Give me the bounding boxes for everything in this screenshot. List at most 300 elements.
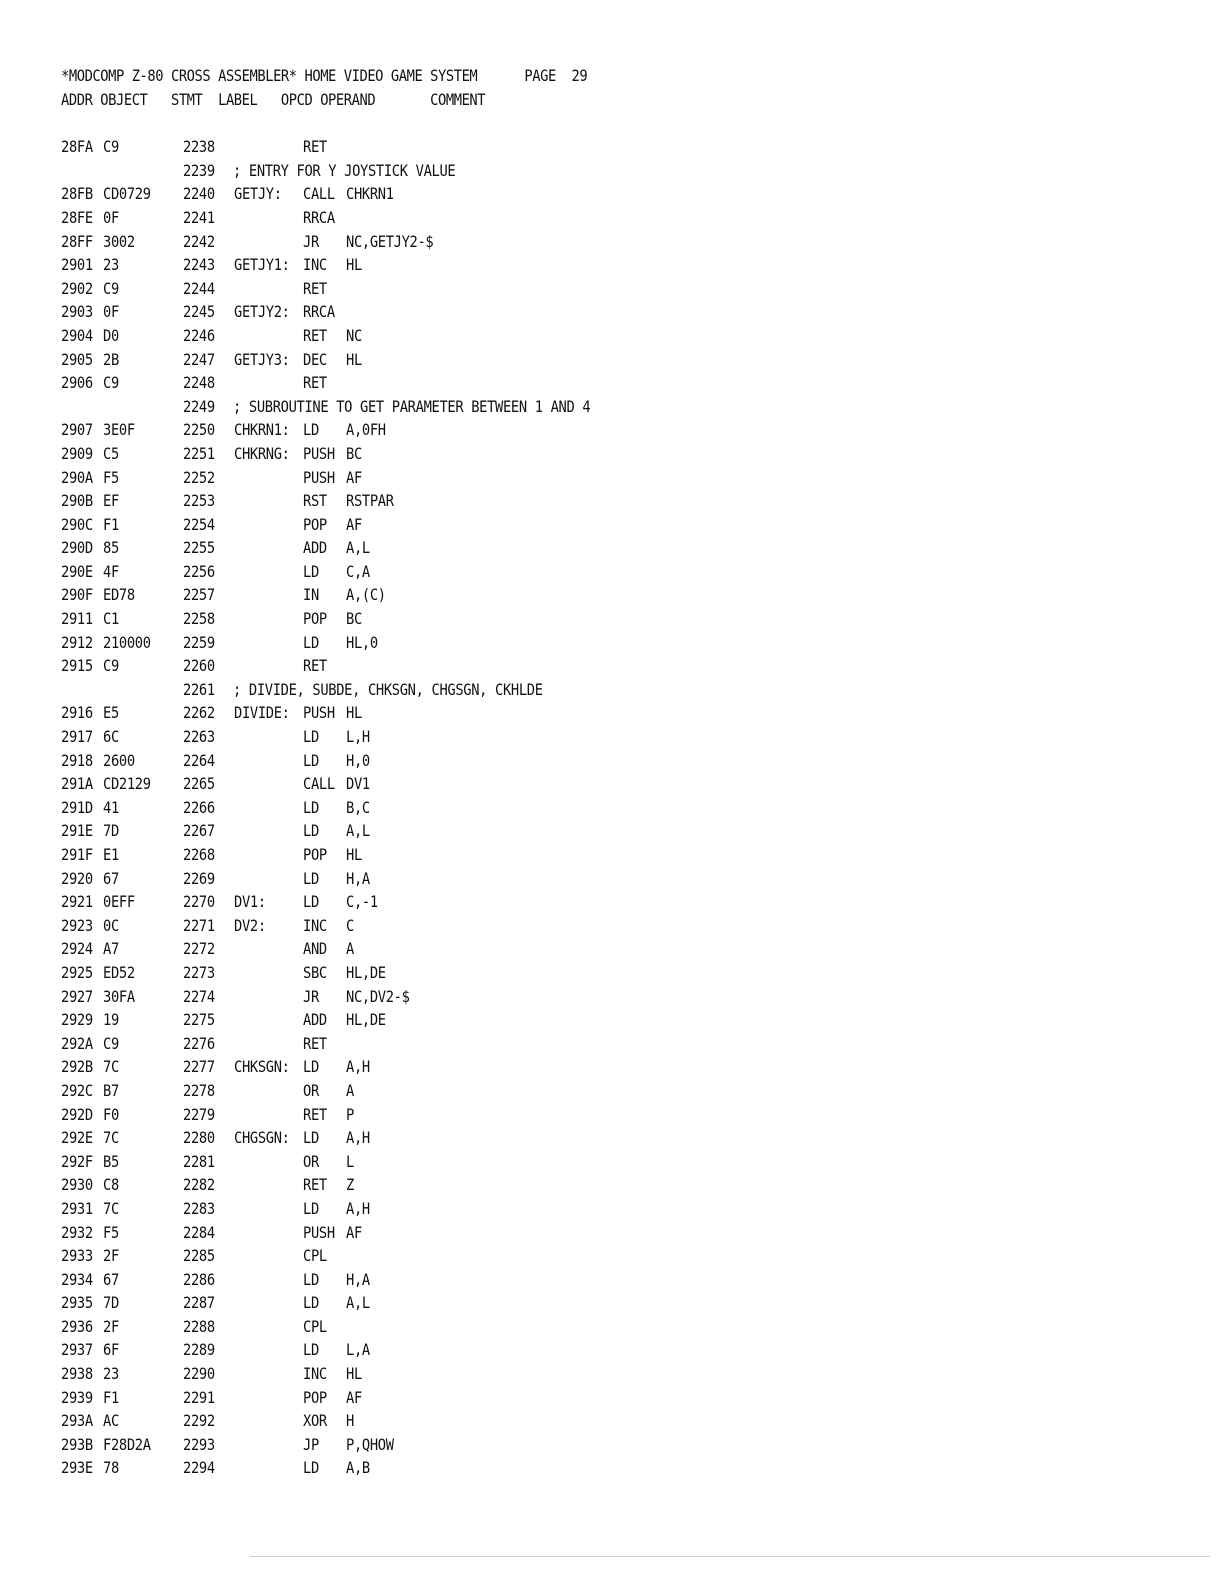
operand-cell: HL,0 [346, 632, 378, 652]
object-code-cell: ED78 [103, 585, 135, 605]
listing-row [61, 418, 1161, 442]
statement-number-cell: 2257 [183, 585, 215, 605]
object-code-cell: 3E0F [103, 420, 135, 440]
address-cell: 292C [61, 1080, 93, 1100]
address-cell: 2936 [61, 1316, 93, 1336]
statement-number-cell: 2246 [183, 325, 215, 345]
operand-cell: A,L [346, 821, 370, 841]
listing-row [61, 442, 1161, 466]
object-code-cell: 85 [103, 538, 119, 558]
operand-cell: DV1 [346, 774, 370, 794]
comment-cell: ; DIVIDE, SUBDE, CHKSGN, CHGSGN, CKHLDE [233, 679, 543, 699]
object-code-cell: F1 [103, 514, 119, 534]
object-code-cell: 0F [103, 302, 119, 322]
opcode-cell: LD [303, 1269, 319, 1289]
object-code-cell: D0 [103, 325, 119, 345]
address-cell: 2917 [61, 727, 93, 747]
address-cell: 2904 [61, 325, 93, 345]
opcode-cell: IN [303, 585, 319, 605]
statement-number-cell: 2275 [183, 1010, 215, 1030]
object-code-cell: 7D [103, 821, 119, 841]
opcode-cell: PUSH [303, 1222, 335, 1242]
listing-row [61, 560, 1161, 584]
statement-number-cell: 2249 [183, 396, 215, 416]
operand-cell: AF [346, 514, 362, 534]
opcode-cell: LD [303, 1198, 319, 1218]
address-cell: 2935 [61, 1293, 93, 1313]
opcode-cell: LD [303, 632, 319, 652]
operand-cell: H,A [346, 868, 370, 888]
label-cell: CHGSGN: [234, 1128, 290, 1148]
address-cell: 293B [61, 1434, 93, 1454]
statement-number-cell: 2266 [183, 797, 215, 817]
listing-row [61, 654, 1161, 678]
address-cell: 2934 [61, 1269, 93, 1289]
statement-number-cell: 2264 [183, 750, 215, 770]
opcode-cell: LD [303, 750, 319, 770]
label-cell: DIVIDE: [234, 703, 290, 723]
object-code-cell: C5 [103, 443, 119, 463]
listing-row [61, 867, 1161, 891]
operand-cell: HL,DE [346, 962, 386, 982]
opcode-cell: LD [303, 892, 319, 912]
label-cell: CHKSGN: [234, 1057, 290, 1077]
column-headers: ADDR OBJECT STMT LABEL OPCD OPERAND COMMENT [61, 89, 486, 109]
listing-row [61, 1433, 1161, 1457]
statement-number-cell: 2292 [183, 1411, 215, 1431]
object-code-cell: 7C [103, 1198, 119, 1218]
object-code-cell: 2F [103, 1246, 119, 1266]
label-cell: GETJY1: [234, 255, 290, 275]
listing-row [61, 1032, 1161, 1056]
address-cell: 2924 [61, 939, 93, 959]
statement-number-cell: 2270 [183, 892, 215, 912]
statement-number-cell: 2259 [183, 632, 215, 652]
object-code-cell: 2B [103, 349, 119, 369]
opcode-cell: DEC [303, 349, 327, 369]
statement-number-cell: 2253 [183, 491, 215, 511]
operand-cell: H [346, 1411, 354, 1431]
opcode-cell: JR [303, 231, 319, 251]
listing-row [61, 678, 1161, 702]
address-cell: 291A [61, 774, 93, 794]
statement-number-cell: 2269 [183, 868, 215, 888]
listing-rows [61, 135, 1161, 1480]
statement-number-cell: 2260 [183, 656, 215, 676]
object-code-cell: EF [103, 491, 119, 511]
statement-number-cell: 2271 [183, 915, 215, 935]
opcode-cell: LD [303, 420, 319, 440]
label-cell: DV2: [234, 915, 266, 935]
operand-cell: HL [346, 255, 362, 275]
statement-number-cell: 2262 [183, 703, 215, 723]
listing-row [61, 489, 1161, 513]
page-header-title: *MODCOMP Z-80 CROSS ASSEMBLER* HOME VIDEO GAME SYSTEM PAGE 29 [61, 66, 588, 85]
label-cell: GETJY2: [234, 302, 290, 322]
listing-row [61, 1268, 1161, 1292]
operand-cell: CHKRN1 [346, 184, 394, 204]
statement-number-cell: 2285 [183, 1246, 215, 1266]
statement-number-cell: 2273 [183, 962, 215, 982]
opcode-cell: RET [303, 278, 327, 298]
opcode-cell: CALL [303, 184, 335, 204]
object-code-cell: 67 [103, 868, 119, 888]
listing-row [61, 1386, 1161, 1410]
object-code-cell: 0F [103, 207, 119, 227]
listing-row [61, 1409, 1161, 1433]
address-cell: 28FF [61, 231, 93, 251]
address-cell: 2918 [61, 750, 93, 770]
operand-cell: H,0 [346, 750, 370, 770]
opcode-cell: RET [303, 1175, 327, 1195]
address-cell: 2911 [61, 609, 93, 629]
assembler-listing [61, 64, 1161, 1480]
object-code-cell: 4F [103, 561, 119, 581]
statement-number-cell: 2291 [183, 1387, 215, 1407]
opcode-cell: INC [303, 1364, 327, 1384]
statement-number-cell: 2250 [183, 420, 215, 440]
opcode-cell: LD [303, 1057, 319, 1077]
statement-number-cell: 2239 [183, 160, 215, 180]
address-cell: 2933 [61, 1246, 93, 1266]
address-cell: 293A [61, 1411, 93, 1431]
listing-row [61, 631, 1161, 655]
statement-number-cell: 2243 [183, 255, 215, 275]
opcode-cell: POP [303, 609, 327, 629]
operand-cell: A,L [346, 1293, 370, 1313]
opcode-cell: PUSH [303, 467, 335, 487]
operand-cell: C [346, 915, 354, 935]
object-code-cell: C9 [103, 137, 119, 157]
object-code-cell: 3002 [103, 231, 135, 251]
statement-number-cell: 2286 [183, 1269, 215, 1289]
opcode-cell: OR [303, 1151, 319, 1171]
address-cell: 2907 [61, 420, 93, 440]
comment-cell: ; SUBROUTINE TO GET PARAMETER BETWEEN 1 AND 4 [233, 396, 591, 416]
statement-number-cell: 2290 [183, 1364, 215, 1384]
object-code-cell: C9 [103, 278, 119, 298]
scan-edge-line [250, 1556, 1210, 1557]
address-cell: 290E [61, 561, 93, 581]
statement-number-cell: 2263 [183, 727, 215, 747]
object-code-cell: 41 [103, 797, 119, 817]
operand-cell: A,0FH [346, 420, 386, 440]
address-cell: 291E [61, 821, 93, 841]
address-cell: 290C [61, 514, 93, 534]
operand-cell: A,H [346, 1198, 370, 1218]
statement-number-cell: 2251 [183, 443, 215, 463]
operand-cell: HL [346, 703, 362, 723]
opcode-cell: LD [303, 868, 319, 888]
listing-row [61, 937, 1161, 961]
operand-cell: B,C [346, 797, 370, 817]
object-code-cell: E1 [103, 845, 119, 864]
operand-cell: RSTPAR [346, 491, 394, 511]
listing-row [61, 796, 1161, 820]
operand-cell: A,L [346, 538, 370, 558]
opcode-cell: POP [303, 845, 327, 864]
statement-number-cell: 2248 [183, 373, 215, 393]
listing-row [61, 961, 1161, 985]
opcode-cell: JR [303, 986, 319, 1006]
opcode-cell: POP [303, 514, 327, 534]
statement-number-cell: 2240 [183, 184, 215, 204]
opcode-cell: ADD [303, 538, 327, 558]
object-code-cell: C9 [103, 656, 119, 676]
statement-number-cell: 2287 [183, 1293, 215, 1313]
object-code-cell: 30FA [103, 986, 135, 1006]
statement-number-cell: 2284 [183, 1222, 215, 1242]
address-cell: 2916 [61, 703, 93, 723]
listing-row [61, 300, 1161, 324]
address-cell: 28FA [61, 137, 93, 157]
object-code-cell: E5 [103, 703, 119, 723]
statement-number-cell: 2268 [183, 845, 215, 864]
address-cell: 28FB [61, 184, 93, 204]
address-cell: 2929 [61, 1010, 93, 1030]
address-cell: 2939 [61, 1387, 93, 1407]
label-cell: GETJY3: [234, 349, 290, 369]
address-cell: 2902 [61, 278, 93, 298]
statement-number-cell: 2276 [183, 1033, 215, 1053]
statement-number-cell: 2283 [183, 1198, 215, 1218]
opcode-cell: RET [303, 1033, 327, 1053]
address-cell: 290A [61, 467, 93, 487]
operand-cell: A,B [346, 1458, 370, 1478]
object-code-cell: 2F [103, 1316, 119, 1336]
statement-number-cell: 2267 [183, 821, 215, 841]
opcode-cell: LD [303, 727, 319, 747]
object-code-cell: 0EFF [103, 892, 135, 912]
opcode-cell: RET [303, 656, 327, 676]
opcode-cell: LD [303, 1293, 319, 1313]
listing-row [61, 466, 1161, 490]
address-cell: 2938 [61, 1364, 93, 1384]
statement-number-cell: 2238 [183, 137, 215, 157]
operand-cell: L,A [346, 1340, 370, 1360]
object-code-cell: C9 [103, 373, 119, 393]
listing-row [61, 1173, 1161, 1197]
listing-row [61, 230, 1161, 254]
opcode-cell: RRCA [303, 207, 335, 227]
opcode-cell: LD [303, 1128, 319, 1148]
statement-number-cell: 2288 [183, 1316, 215, 1336]
opcode-cell: POP [303, 1387, 327, 1407]
object-code-cell: C1 [103, 609, 119, 629]
opcode-cell: XOR [303, 1411, 327, 1431]
address-cell: 2931 [61, 1198, 93, 1218]
listing-row [61, 348, 1161, 372]
operand-cell: H,A [346, 1269, 370, 1289]
opcode-cell: INC [303, 255, 327, 275]
statement-number-cell: 2241 [183, 207, 215, 227]
object-code-cell: 7C [103, 1128, 119, 1148]
object-code-cell: F5 [103, 467, 119, 487]
listing-row [61, 536, 1161, 560]
operand-cell: A [346, 1080, 354, 1100]
address-cell: 2921 [61, 892, 93, 912]
listing-row [61, 1456, 1161, 1480]
statement-number-cell: 2279 [183, 1104, 215, 1124]
listing-row [61, 1197, 1161, 1221]
listing-row [61, 1291, 1161, 1315]
address-cell: 292E [61, 1128, 93, 1148]
opcode-cell: LD [303, 1340, 319, 1360]
label-cell: GETJY: [234, 184, 282, 204]
listing-row [61, 1055, 1161, 1079]
object-code-cell: 6F [103, 1340, 119, 1360]
opcode-cell: RET [303, 325, 327, 345]
listing-row [61, 607, 1161, 631]
operand-cell: NC,GETJY2-$ [346, 231, 434, 251]
listing-row [61, 1103, 1161, 1127]
address-cell: 290F [61, 585, 93, 605]
operand-cell: P [346, 1104, 354, 1124]
statement-number-cell: 2282 [183, 1175, 215, 1195]
opcode-cell: SBC [303, 962, 327, 982]
statement-number-cell: 2277 [183, 1057, 215, 1077]
statement-number-cell: 2256 [183, 561, 215, 581]
listing-row [61, 159, 1161, 183]
address-cell: 2905 [61, 349, 93, 369]
listing-row [61, 1244, 1161, 1268]
listing-row [61, 1126, 1161, 1150]
object-code-cell: 23 [103, 1364, 119, 1384]
listing-row [61, 1150, 1161, 1174]
statement-number-cell: 2294 [183, 1458, 215, 1478]
statement-number-cell: 2281 [183, 1151, 215, 1171]
statement-number-cell: 2247 [183, 349, 215, 369]
opcode-cell: PUSH [303, 443, 335, 463]
object-code-cell: 23 [103, 255, 119, 275]
object-code-cell: 7D [103, 1293, 119, 1313]
opcode-cell: RRCA [303, 302, 335, 322]
address-cell: 293E [61, 1458, 93, 1478]
object-code-cell: A7 [103, 939, 119, 959]
operand-cell: NC,DV2-$ [346, 986, 410, 1006]
listing-row [61, 135, 1161, 159]
label-cell: CHKRNG: [234, 443, 290, 463]
address-cell: 2903 [61, 302, 93, 322]
comment-cell: ; ENTRY FOR Y JOYSTICK VALUE [233, 160, 456, 180]
operand-cell: AF [346, 1387, 362, 1407]
statement-number-cell: 2261 [183, 679, 215, 699]
address-cell: 2930 [61, 1175, 93, 1195]
listing-row [61, 1008, 1161, 1032]
operand-cell: HL [346, 1364, 362, 1384]
listing-row [61, 1338, 1161, 1362]
opcode-cell: PUSH [303, 703, 335, 723]
object-code-cell: 19 [103, 1010, 119, 1030]
opcode-cell: AND [303, 939, 327, 959]
listing-row [61, 701, 1161, 725]
listing-row [61, 914, 1161, 938]
opcode-cell: JP [303, 1434, 319, 1454]
operand-cell: AF [346, 1222, 362, 1242]
operand-cell: Z [346, 1175, 354, 1195]
object-code-cell: C9 [103, 1033, 119, 1053]
listing-row [61, 1315, 1161, 1339]
object-code-cell: F5 [103, 1222, 119, 1242]
address-cell: 290B [61, 491, 93, 511]
operand-cell: L,H [346, 727, 370, 747]
statement-number-cell: 2245 [183, 302, 215, 322]
opcode-cell: OR [303, 1080, 319, 1100]
opcode-cell: RET [303, 373, 327, 393]
operand-cell: L [346, 1151, 354, 1171]
object-code-cell: B7 [103, 1080, 119, 1100]
address-cell: 2932 [61, 1222, 93, 1242]
listing-row [61, 371, 1161, 395]
address-cell: 2909 [61, 443, 93, 463]
listing-row [61, 206, 1161, 230]
address-cell: 2923 [61, 915, 93, 935]
statement-number-cell: 2289 [183, 1340, 215, 1360]
object-code-cell: F0 [103, 1104, 119, 1124]
opcode-cell: CPL [303, 1246, 327, 1266]
operand-cell: BC [346, 609, 362, 629]
listing-row [61, 749, 1161, 773]
statement-number-cell: 2255 [183, 538, 215, 558]
operand-cell: A,H [346, 1128, 370, 1148]
opcode-cell: RET [303, 137, 327, 157]
listing-row [61, 182, 1161, 206]
label-cell: DV1: [234, 892, 266, 912]
address-cell: 291D [61, 797, 93, 817]
address-cell: 2925 [61, 962, 93, 982]
listing-row [61, 583, 1161, 607]
operand-cell: NC [346, 325, 362, 345]
listing-row [61, 890, 1161, 914]
object-code-cell: ED52 [103, 962, 135, 982]
statement-number-cell: 2274 [183, 986, 215, 1006]
opcode-cell: CALL [303, 774, 335, 794]
statement-number-cell: 2254 [183, 514, 215, 534]
object-code-cell: F28D2A [103, 1434, 151, 1454]
statement-number-cell: 2244 [183, 278, 215, 298]
address-cell: 292F [61, 1151, 93, 1171]
listing-row [61, 395, 1161, 419]
opcode-cell: LD [303, 797, 319, 817]
header-gap [61, 111, 1161, 135]
operand-cell: BC [346, 443, 362, 463]
opcode-cell: RST [303, 491, 327, 511]
listing-row [61, 253, 1161, 277]
address-cell: 2937 [61, 1340, 93, 1360]
statement-number-cell: 2258 [183, 609, 215, 629]
opcode-cell: LD [303, 1458, 319, 1478]
operand-cell: C,-1 [346, 892, 378, 912]
object-code-cell: C8 [103, 1175, 119, 1195]
listing-row [61, 1221, 1161, 1245]
listing-row [61, 277, 1161, 301]
opcode-cell: INC [303, 915, 327, 935]
object-code-cell: 67 [103, 1269, 119, 1289]
label-cell: CHKRN1: [234, 420, 290, 440]
object-code-cell: 2600 [103, 750, 135, 770]
object-code-cell: AC [103, 1411, 119, 1431]
listing-row [61, 772, 1161, 796]
address-cell: 2901 [61, 255, 93, 275]
object-code-cell: 78 [103, 1458, 119, 1478]
listing-row [61, 843, 1161, 867]
opcode-cell: RET [303, 1104, 327, 1124]
statement-number-cell: 2278 [183, 1080, 215, 1100]
address-cell: 2920 [61, 868, 93, 888]
operand-cell: A,H [346, 1057, 370, 1077]
opcode-cell: CPL [303, 1316, 327, 1336]
address-cell: 290D [61, 538, 93, 558]
